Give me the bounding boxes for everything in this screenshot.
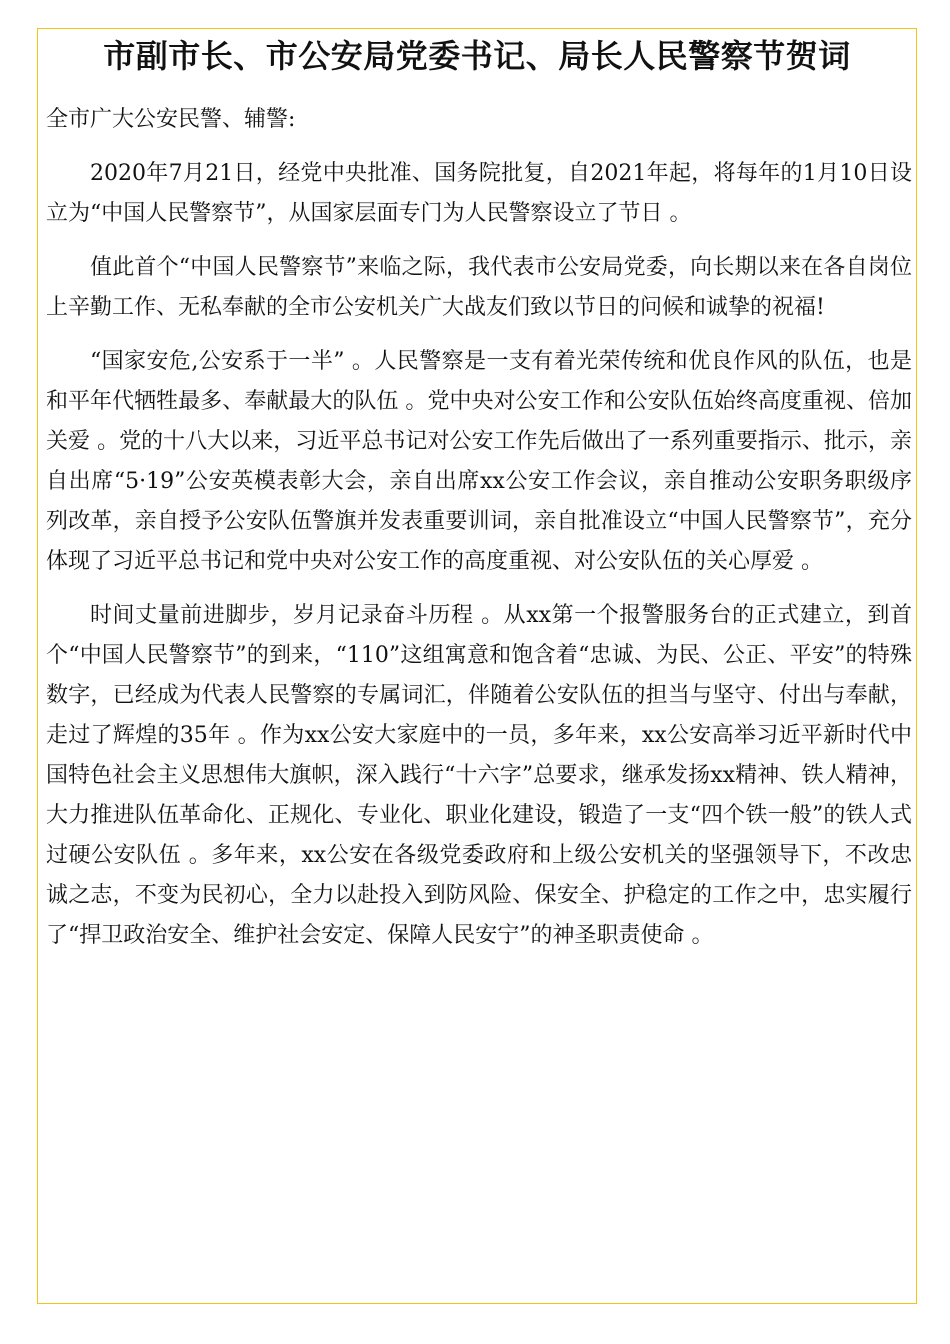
paragraph-3: “国家安危,公安系于一半” 。人民警察是一支有着光荣传统和优良作风的队伍，也是和平年代牺牲最多、奉献最大的队伍 。党中央对公安工作和公安队伍始终高度重视、倍加关爱 。党的十八大以来，习近平总书记对公安工作先后做出了一系列重要指示、批示，亲自出席“5·19”公安英模表彰大会，亲自出席xx公安工作会议，亲自推动公安职务职级序列改革，亲自授予公安队伍警旗并发表重要训词，亲自批准设立“中国人民警察节”，充分体现了习近平总书记和党中央对公安工作的高度重视、对公安队伍的关心厚爱 。 bbox=[46, 349, 912, 574]
document-body bbox=[46, 100, 912, 970]
document-title: 市副市长、市公安局党委书记、局长人民警察节贺词 bbox=[103, 37, 851, 75]
salutation: 全市广大公安民警、辅警: bbox=[46, 107, 296, 132]
paragraph-1: 2020年7月21日，经党中央批准、国务院批复，自2021年起，将每年的1月10日设立为“中国人民警察节”，从国家层面专门为人民警察设立了节日 。 bbox=[46, 161, 912, 226]
paragraph-4: 时间丈量前进脚步，岁月记录奋斗历程 。从xx第一个报警服务台的正式建立，到首个“中国人民警察节”的到来，“110”这组寓意和饱含着“忠诚、为民、公正、平安”的特殊数字，已经成为代表人民警察的专属词汇，伴随着公安队伍的担当与坚守、付出与奉献，走过了辉煌的35年 。作为xx公安大家庭中的一员，多年来，xx公安高举习近平新时代中国特色社会主义思想伟大旗帜，深入践行“十六字”总要求，继承发扬xx精神、铁人精神，大力推进队伍革命化、正规化、专业化、职业化建设，锻造了一支“四个铁一般”的铁人式过硬公安队伍 。多年来，xx公安在各级党委政府和上级公安机关的坚强领导下，不改忠诚之志，不变为民初心，全力以赴投入到防风险、保安全、护稳定的工作之中，忠实履行了“捍卫政治安全、维护社会安定、保障人民安宁”的神圣职责使命 。 bbox=[46, 603, 912, 948]
paragraph-2: 值此首个“中国人民警察节”来临之际，我代表市公安局党委，向长期以来在各自岗位上辛勤工作、无私奉献的全市公安机关广大战友们致以节日的问候和诚挚的祝福! bbox=[46, 255, 912, 320]
